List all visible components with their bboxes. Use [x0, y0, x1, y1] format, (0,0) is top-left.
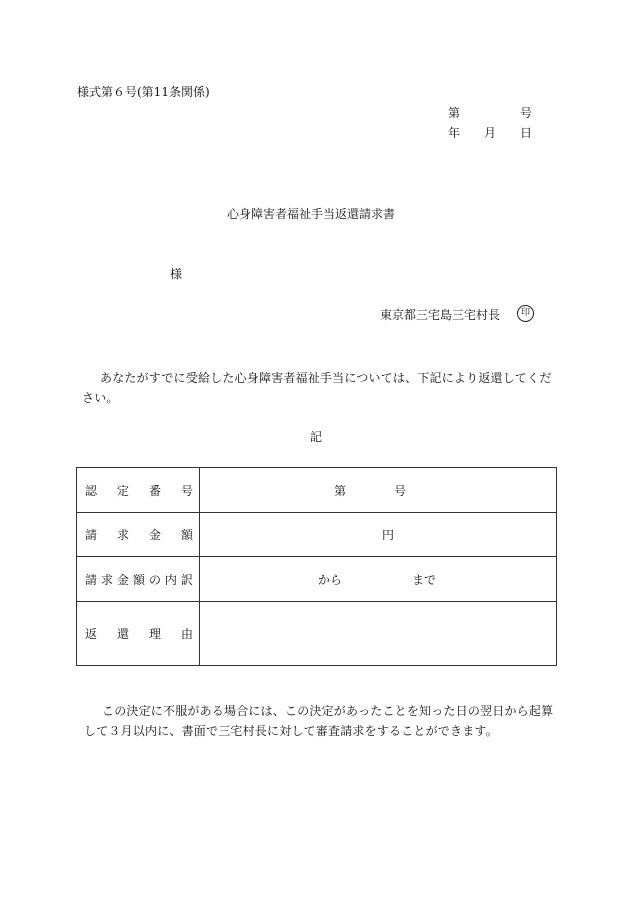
value-certification-number: 第 号	[200, 468, 557, 513]
issuer-name: 東京都三宅島三宅村長	[380, 308, 501, 322]
date-month: 月	[483, 126, 496, 140]
number-prefix: 第	[448, 106, 461, 120]
addressee-suffix: 様	[170, 267, 183, 281]
document-date-line	[448, 127, 532, 139]
table-row	[77, 557, 557, 602]
ki-heading: 記	[309, 430, 322, 444]
label-claim-breakdown: 請 求 金 額 の 内 訳	[77, 557, 200, 602]
date-day: 日	[519, 126, 532, 140]
seal-mark: 印	[517, 305, 534, 322]
form-number: 様式第６号(第11条関係)	[77, 85, 210, 99]
date-year: 年	[448, 126, 461, 140]
appeal-paragraph: この決定に不服がある場合には、この決定があったことを知った日の翌日から起算して３月以内に、書面で三宅村長に対して審査請求をすることができます。	[84, 704, 554, 738]
document-title: 心身障害者福祉手当返還請求書	[226, 207, 395, 221]
label-return-reason: 返 還 理 由	[77, 602, 200, 666]
table-row	[77, 468, 557, 513]
number-suffix: 号	[519, 106, 532, 120]
table-row	[77, 602, 557, 666]
details-table	[76, 467, 557, 666]
value-claim-breakdown: から まで	[200, 557, 557, 602]
value-claim-amount: 円	[200, 513, 557, 557]
label-certification-number: 認 定 番 号	[77, 468, 200, 513]
table-row	[77, 513, 557, 557]
body-paragraph: あなたがすでに受給した心身障害者福祉手当については、下記により返還してください。	[82, 371, 552, 405]
document-number-line	[448, 107, 532, 119]
label-claim-amount: 請 求 金 額	[77, 513, 200, 557]
value-return-reason	[200, 602, 557, 666]
